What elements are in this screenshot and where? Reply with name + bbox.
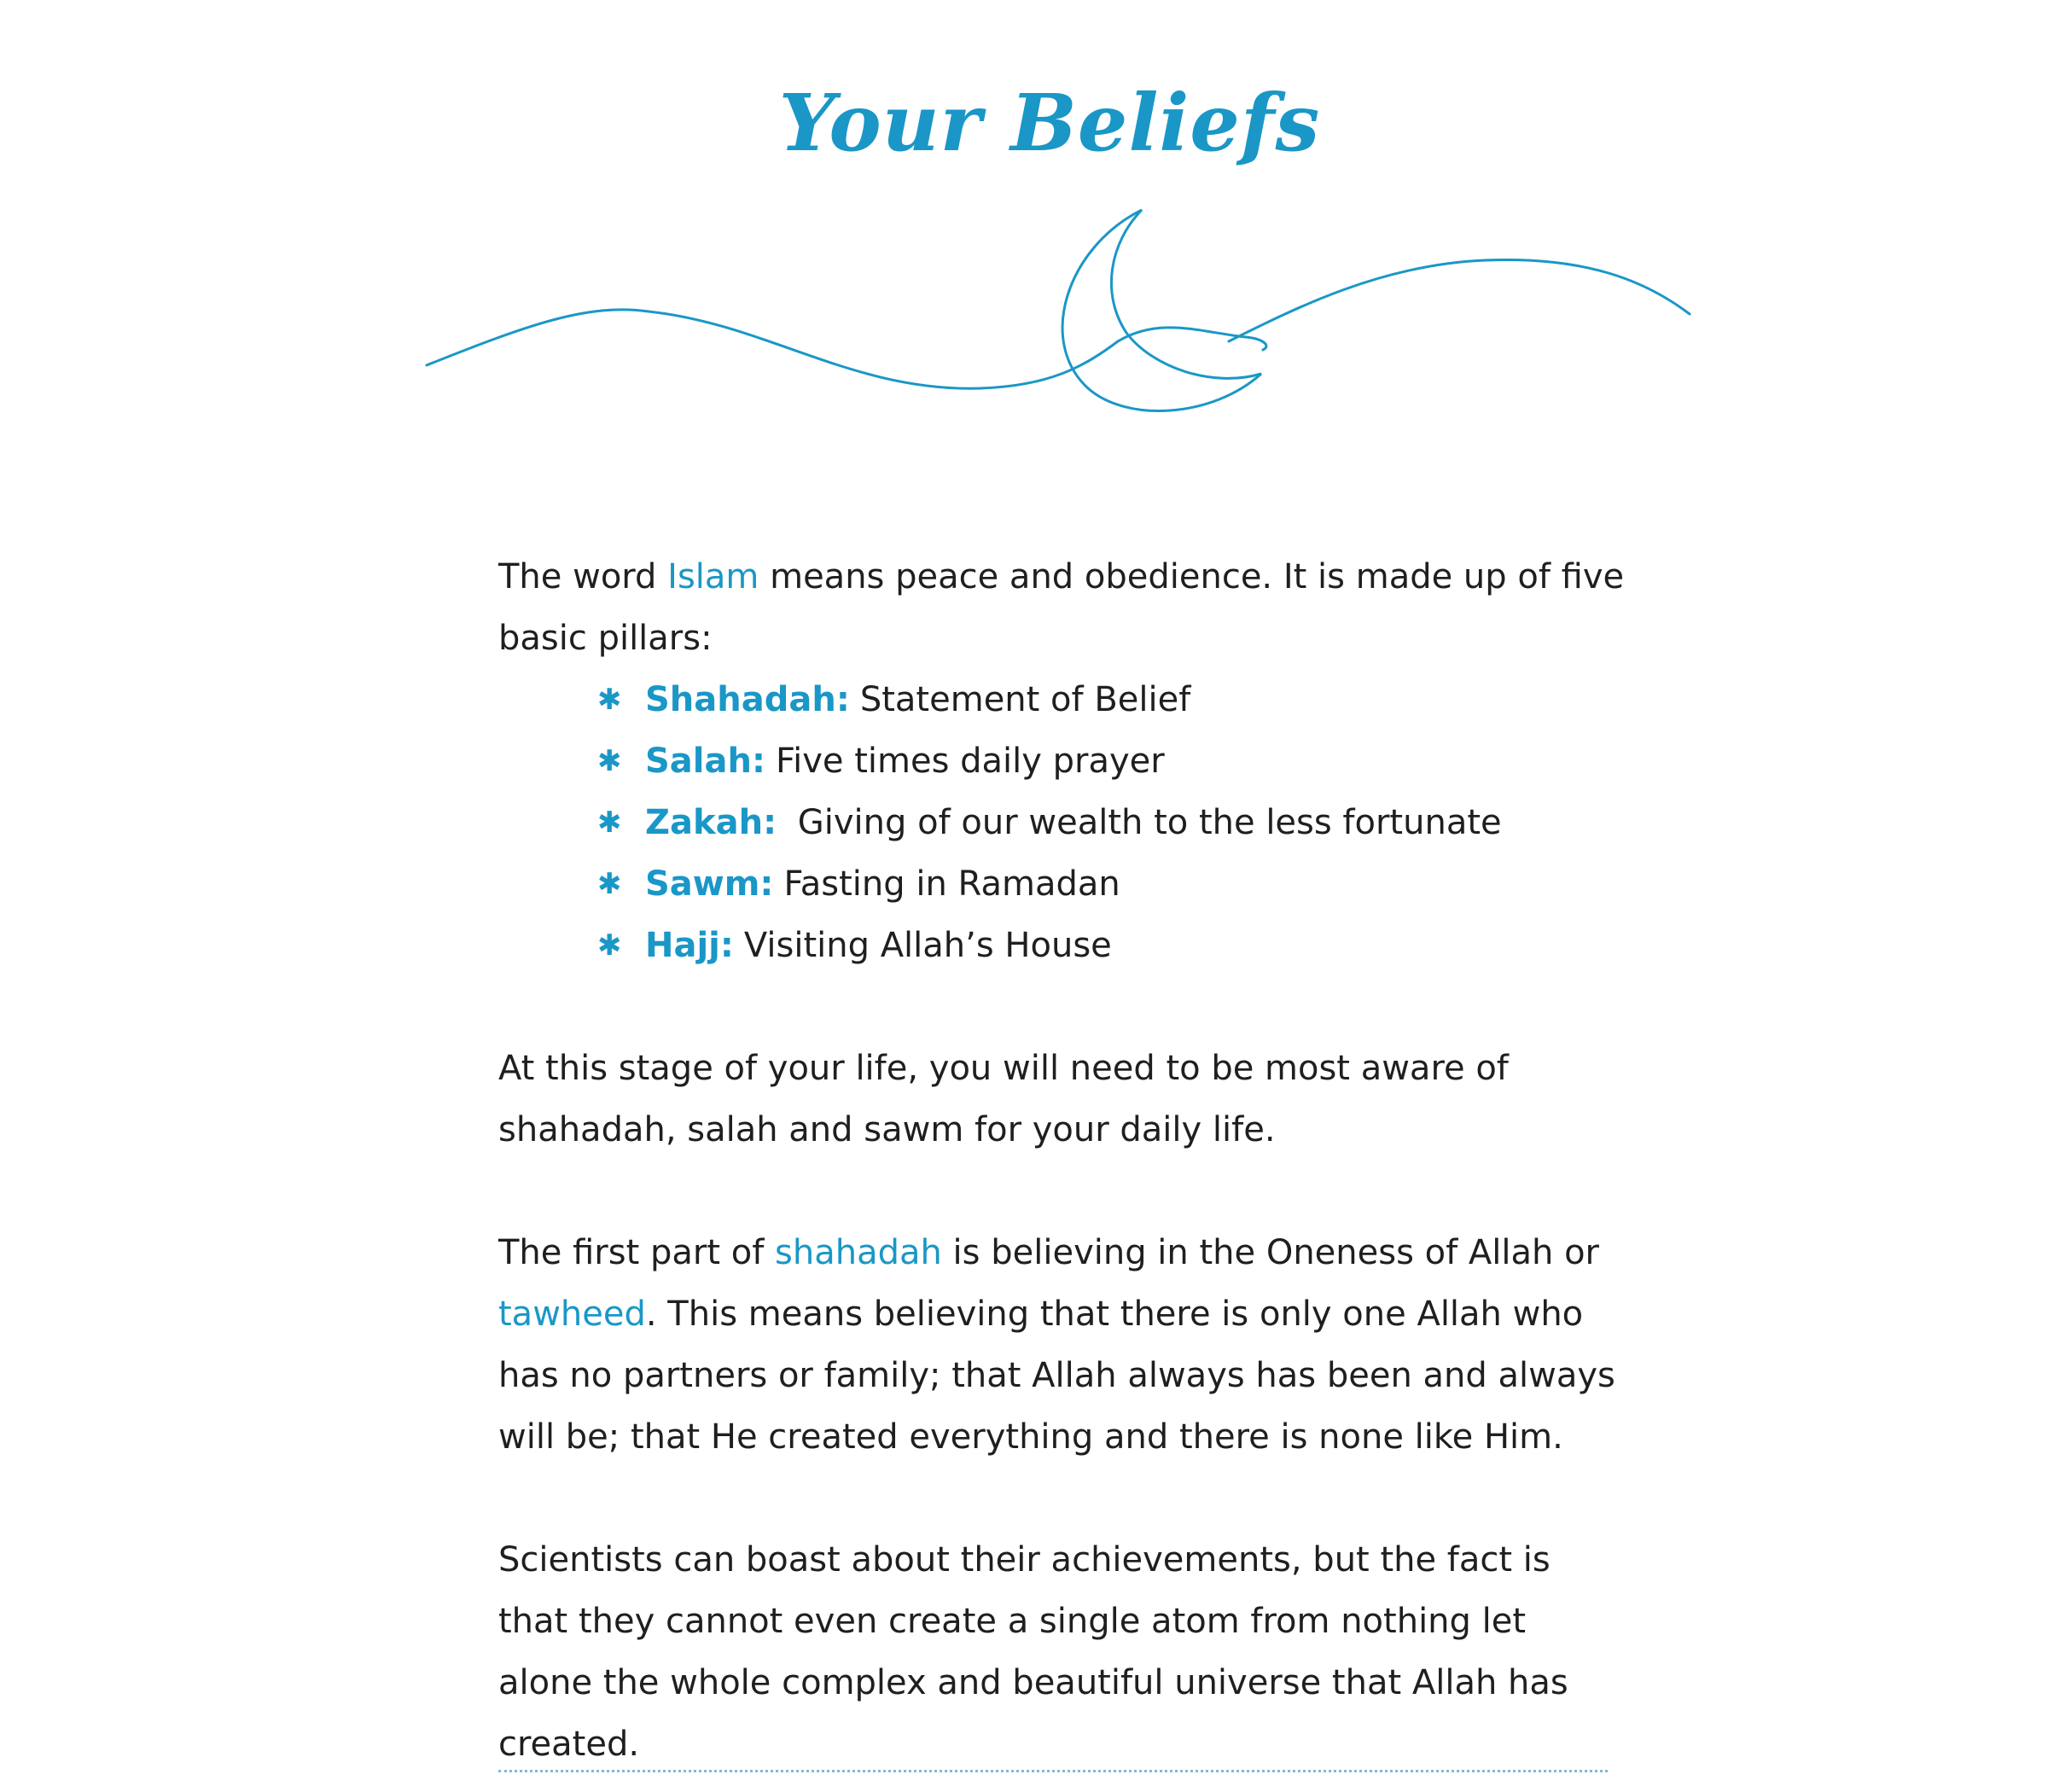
intro-paragraph <box>498 546 1625 669</box>
star-icon: ✱ <box>597 744 622 778</box>
shahadah-term: shahadah <box>775 1233 942 1272</box>
pillar-desc: Giving of our wealth to the less fortunate <box>787 803 1502 842</box>
scientists-paragraph: Scientists can boast about their achievements, but the fact is that they cannot even create a single atom from nothing let alone the whole complex and beautiful universe that Allah has created. <box>498 1540 1568 1764</box>
list-item <box>597 853 1625 915</box>
list-item <box>597 915 1625 976</box>
pillar-desc: Five times daily prayer <box>775 742 1165 781</box>
spacer <box>498 1468 1625 1529</box>
list-item <box>597 792 1625 853</box>
star-icon: ✱ <box>597 867 622 901</box>
crescent-outer <box>1062 210 1261 410</box>
list-item <box>597 730 1625 792</box>
pillar-desc: Visiting Allah’s House <box>743 926 1112 965</box>
spacer <box>498 1161 1625 1222</box>
tawheed-part-3: . This means believing that there is only one Allah who has no partners or family; that Allah always has been and always will be; that He created everything and there is none like Him. <box>498 1295 1615 1457</box>
islam-term: Islam <box>667 557 759 596</box>
crescent-moon-icon <box>427 210 1690 410</box>
pillar-desc: Fasting in Ramadan <box>783 864 1120 904</box>
intro-after: means peace and obedience. It is made up of five basic pillars: <box>498 557 1625 658</box>
list-item <box>597 669 1625 730</box>
pillars-list <box>498 669 1625 976</box>
pillar-term: Shahadah: <box>645 680 850 719</box>
tawheed-term: tawheed <box>498 1295 646 1334</box>
tawheed-paragraph <box>498 1222 1625 1468</box>
intro-before: The word <box>498 557 668 596</box>
dotted-divider <box>498 1770 1608 1772</box>
pillar-term: Salah: <box>645 742 765 781</box>
crescent-wave-ornament <box>0 0 2048 444</box>
page-title: Your Beliefs <box>778 76 1321 169</box>
star-icon: ✱ <box>597 683 622 717</box>
spacer <box>498 976 1625 1038</box>
wave-line-right <box>1229 259 1690 341</box>
star-icon: ✱ <box>597 928 622 963</box>
pillar-term: Hajj: <box>645 926 734 965</box>
tawheed-part-2: is believing in the Oneness of Allah or <box>941 1233 1599 1272</box>
main-content <box>498 546 1625 1775</box>
pillar-desc: Statement of Belief <box>859 680 1191 719</box>
tawheed-part-1: The first part of <box>498 1233 776 1272</box>
pillar-term: Sawm: <box>645 864 774 904</box>
awareness-paragraph: At this stage of your life, you will need to be most aware of shahadah, salah and sawm for your daily life. <box>498 1049 1509 1149</box>
star-icon: ✱ <box>597 806 622 840</box>
pillar-term: Zakah: <box>645 803 777 842</box>
